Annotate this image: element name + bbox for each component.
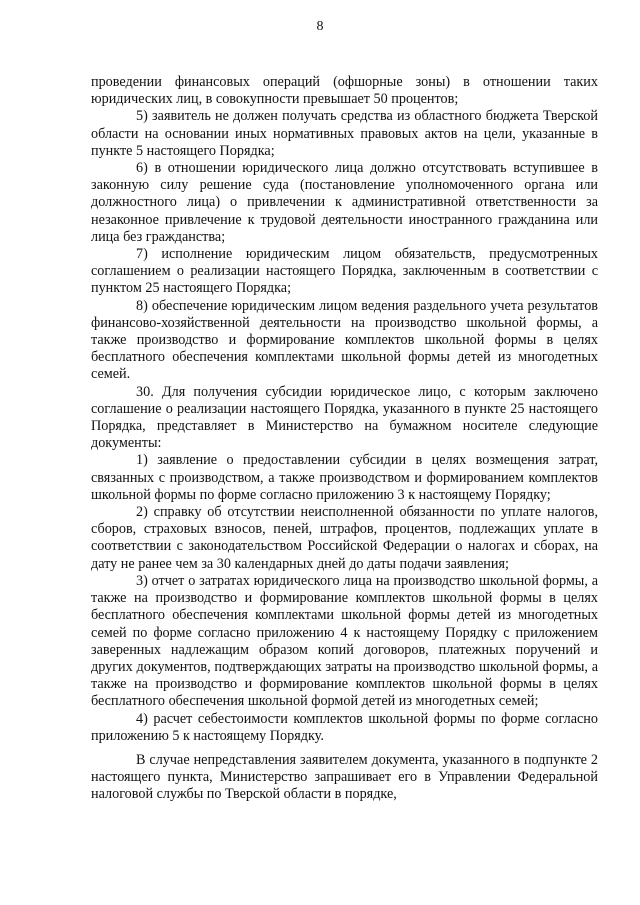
paragraph-doc-2: 2) справку об отсутствии неисполненной обязанности по уплате налогов, сборов, страховых взносов, пеней, штрафов, процентов, подлежащих уплате в соответствии с законодательством Российской Федерации о налогах и сборах, на дату не ранее чем за 30 календарных дней до даты подачи заявления;	[91, 504, 598, 572]
paragraph-doc-3: 3) отчет о затратах юридического лица на производство школьной формы, а также на производство и формирование комплектов школьной формы в целях бесплатного обеспечения комплектами школьной формы детей из многодетных семей по форме согласно приложению 4 к настоящему Порядку с приложением заверенных надлежащим образом копий договоров, платежных поручений и других документов, подтверждающих затраты на производство школьной формы, а также на производство и формирование комплектов школьной формы в целях бесплатного обеспечения школьной формой детей из многодетных семей;	[91, 572, 598, 710]
page-number: 8	[316, 19, 324, 34]
paragraph-clause-30: 30. Для получения субсидии юридическое лицо, с которым заключено соглашение о реализации настоящего Порядка, указанного в пункте 25 настоящего Порядка, представляет в Министерство на бумажном носителе следующие документы:	[91, 383, 598, 452]
document-body	[91, 74, 598, 804]
paragraph-item-6: 6) в отношении юридического лица должно отсутствовать вступившее в законную силу решение суда (постановление уполномоченного органа или должностного лица) о привлечении к административной ответственности за незаконное привлечение к трудовой деятельности иностранного гражданина или лица без гражданства;	[91, 160, 598, 245]
paragraph-doc-1: 1) заявление о предоставлении субсидии в целях возмещения затрат, связанных с производством, а также производством и формированием комплектов школьной формы по форме согласно приложению 3 к настоящему Порядку;	[91, 452, 598, 503]
paragraph-doc-4: 4) расчет себестоимости комплектов школьной формы по форме согласно приложению 5 к настоящему Порядку.	[91, 710, 598, 744]
paragraph-item-5: 5) заявитель не должен получать средства из областного бюджета Тверской области на основании иных нормативных правовых актов на цели, указанные в пункте 5 настоящего Порядка;	[91, 108, 598, 159]
paragraph-item-8: 8) обеспечение юридическим лицом ведения раздельного учета результатов финансово-хозяйственной деятельности на производство школьной формы, а также производство и формирование комплектов школьной формы в целях бесплатного обеспечения комплектами школьной формы детей из многодетных семей.	[91, 297, 598, 383]
paragraph-non-submission: В случае непредставления заявителем документа, указанного в подпункте 2 настоящего пункта, Министерство запрашивает его в Управлении Федеральной налоговой службы по Тверской области в порядке,	[91, 751, 598, 803]
paragraph-continuation: проведении финансовых операций (офшорные зоны) в отношении таких юридических лиц, в совокупности превышает 50 процентов;	[91, 74, 598, 108]
paragraph-item-7: 7) исполнение юридическим лицом обязательств, предусмотренных соглашением о реализации настоящего Порядка, заключенным в соответствии с пунктом 25 настоящего Порядка;	[91, 246, 598, 297]
